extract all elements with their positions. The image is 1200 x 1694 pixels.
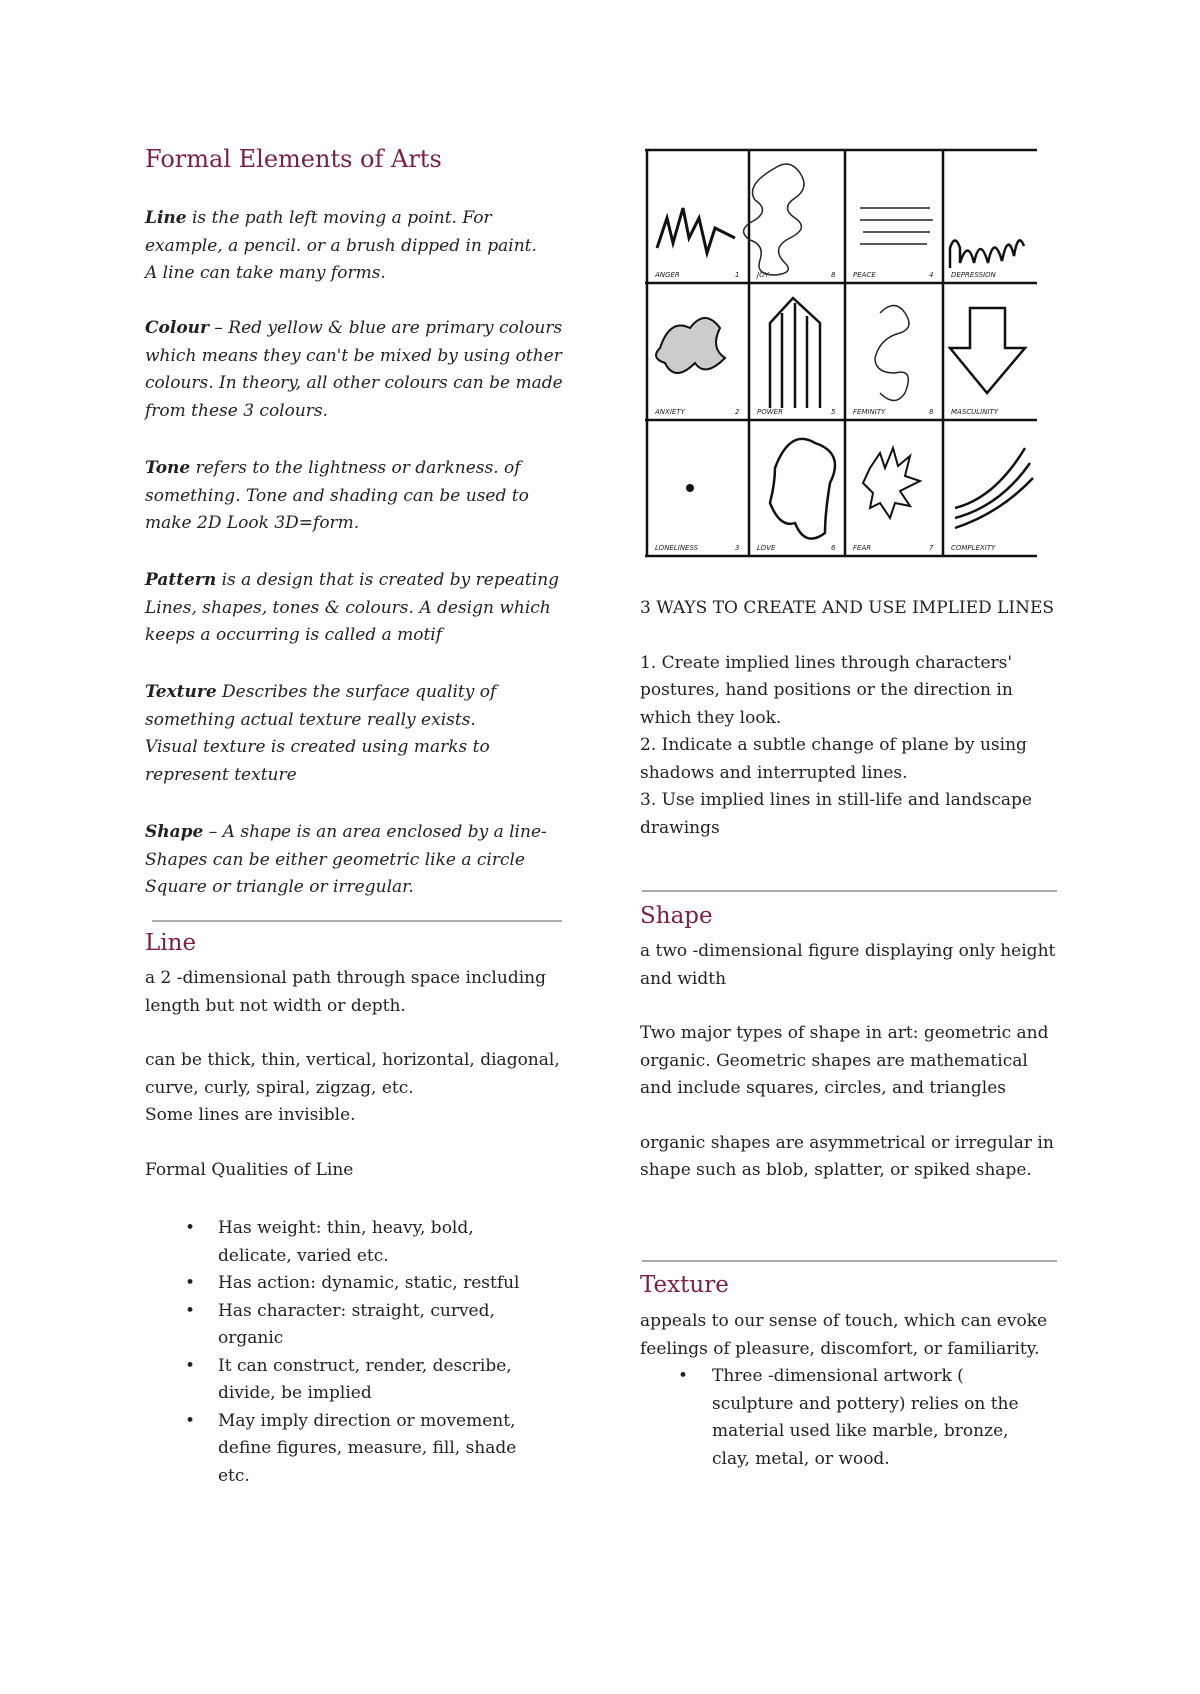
feminity-curls-drawing xyxy=(875,306,909,401)
tone-definition xyxy=(145,455,565,538)
shape-heading: Shape xyxy=(640,903,713,929)
texture-definition-text2: Visual texture is created using marks to represent texture xyxy=(145,737,490,785)
shape-block xyxy=(145,819,570,902)
line-emotion-grid-drawing xyxy=(645,148,1037,558)
grid-label: JOY xyxy=(757,271,769,279)
line-section-p2 xyxy=(145,1047,565,1130)
shape-definition xyxy=(145,819,570,902)
grid-number: 7 xyxy=(929,544,934,552)
grid-label: ANGER xyxy=(655,271,680,279)
line-emotion-grid xyxy=(645,148,1037,558)
grid-number: 8 xyxy=(929,408,934,416)
grid-label: DEPRESSION xyxy=(951,271,996,279)
shape-section-body xyxy=(640,938,1060,1185)
peace-lines-drawing xyxy=(860,208,933,244)
implied-heading: 3 WAYS TO CREATE AND USE IMPLIED LINES xyxy=(640,598,1055,618)
list-item: • Has character: straight, curved, organic xyxy=(145,1298,545,1353)
line-section-p1: a 2 -dimensional path through space including length but not width or depth. xyxy=(145,968,546,1016)
grid-number: 3 xyxy=(735,544,740,552)
pattern-definition xyxy=(145,567,570,650)
texture-definition-text: Describes the surface quality of something actual texture really exists. xyxy=(145,682,497,730)
list-item: • Has action: dynamic, static, restful xyxy=(145,1270,545,1298)
grid-label: MASCULINITY xyxy=(951,408,999,416)
colour-definition-text: – Red yellow & blue are primary colours which means they can't be mixed by using other colours. In theory, all other colours can be made from these 3 colours. xyxy=(145,318,563,421)
colour-block xyxy=(145,315,570,425)
line-definition xyxy=(145,205,570,288)
divider-texture-section xyxy=(642,1260,1057,1262)
line-heading: Line xyxy=(145,930,197,956)
term-line: Line xyxy=(145,208,187,228)
shape-section-p3: organic shapes are asymmetrical or irregular in shape such as blob, splatter, or spiked shape. xyxy=(640,1132,1054,1180)
line-section-p2b: Some lines are invisible. xyxy=(145,1105,356,1125)
fear-spikes-drawing xyxy=(863,448,920,518)
depression-wave-drawing xyxy=(950,240,1024,268)
power-column-drawing xyxy=(770,298,820,408)
texture-section-body xyxy=(640,1308,1060,1473)
term-texture: Texture xyxy=(145,682,217,702)
masculinity-arrow-drawing xyxy=(950,308,1025,393)
pattern-block xyxy=(145,567,570,650)
tone-definition-text: refers to the lightness or darkness. of something. Tone and shading can be used to make 2D Look 3D=form. xyxy=(145,458,529,533)
divider-line-section xyxy=(152,920,562,922)
texture-definition xyxy=(145,679,545,789)
left-intro xyxy=(145,205,570,288)
implied-lines-section xyxy=(640,595,1060,842)
grid-number: 4 xyxy=(929,271,934,279)
grid-label: COMPLEXITY xyxy=(951,544,996,552)
divider-shape-section xyxy=(642,890,1057,892)
line-definition-text2: A line can take many forms. xyxy=(145,263,386,283)
tone-block xyxy=(145,455,565,538)
term-colour: Colour xyxy=(145,318,209,338)
grid-label: POWER xyxy=(757,408,783,416)
implied-item-1: 1. Create implied lines through characters' postures, hand positions or the direction in which they look. xyxy=(640,652,1013,728)
shape-section-p2: Two major types of shape in art: geometric and organic. Geometric shapes are mathematical and include squares, circles, and triangles xyxy=(640,1023,1049,1098)
grid-number: 5 xyxy=(831,408,836,416)
love-blob-drawing xyxy=(770,439,835,539)
term-tone: Tone xyxy=(145,458,191,478)
line-definition-text: is the path left moving a point. For example, a pencil. or a brush dipped in paint. xyxy=(145,208,537,256)
grid-label: LONELINESS xyxy=(655,544,699,552)
qualities-heading: Formal Qualities of Line xyxy=(145,1159,354,1180)
anger-zigzag-drawing xyxy=(657,208,735,253)
grid-number: 1 xyxy=(735,271,740,279)
grid-number: 8 xyxy=(831,271,836,279)
page-title: Formal Elements of Arts xyxy=(145,145,442,173)
grid-label: FEAR xyxy=(853,544,872,552)
loneliness-dot-drawing xyxy=(686,484,694,492)
implied-item-3: 3. Use implied lines in still-life and landscape drawings xyxy=(640,790,1032,838)
texture-heading: Texture xyxy=(640,1272,729,1298)
line-section-p2a: can be thick, thin, vertical, horizontal, diagonal, curve, curly, spiral, zigzag, etc. xyxy=(145,1050,560,1098)
list-item: • It can construct, render, describe, divide, be implied xyxy=(145,1353,545,1408)
term-pattern: Pattern xyxy=(145,570,217,590)
texture-block xyxy=(145,679,545,789)
line-qualities-list xyxy=(145,1215,545,1490)
grid-label: PEACE xyxy=(853,271,876,279)
shape-section-p1: a two -dimensional figure displaying only height and width xyxy=(640,941,1056,989)
anxiety-scribble-drawing xyxy=(656,318,725,373)
complexity-curves-drawing xyxy=(955,448,1033,528)
pattern-definition-text: is a design that is created by repeating Lines, shapes, tones & colours. A design which keeps a occurring is called a motif xyxy=(145,570,560,645)
shape-definition-text: – A shape is an area enclosed by a line-Shapes can be either geometric like a circle Square or triangle or irregular. xyxy=(145,822,547,897)
line-section-body xyxy=(145,965,565,1184)
term-shape: Shape xyxy=(145,822,204,842)
list-item: • Has weight: thin, heavy, bold, delicate, varied etc. xyxy=(145,1215,545,1270)
grid-label: FEMINITY xyxy=(853,408,886,416)
list-item: • Three -dimensional artwork ( sculpture and pottery) relies on the material used like marble, bronze, clay, metal, or wood. xyxy=(640,1363,1030,1473)
grid-label: ANXIETY xyxy=(655,408,685,416)
grid-number: 2 xyxy=(735,408,740,416)
implied-item-2: 2. Indicate a subtle change of plane by using shadows and interrupted lines. xyxy=(640,735,1027,783)
joy-scribble-drawing xyxy=(744,164,804,275)
list-item: • May imply direction or movement, define figures, measure, fill, shade etc. xyxy=(145,1408,545,1491)
grid-label: LOVE xyxy=(757,544,776,552)
colour-definition xyxy=(145,315,570,425)
texture-section-p1: appeals to our sense of touch, which can evoke feelings of pleasure, discomfort, or familiarity. xyxy=(640,1311,1048,1359)
grid-number: 6 xyxy=(831,544,836,552)
